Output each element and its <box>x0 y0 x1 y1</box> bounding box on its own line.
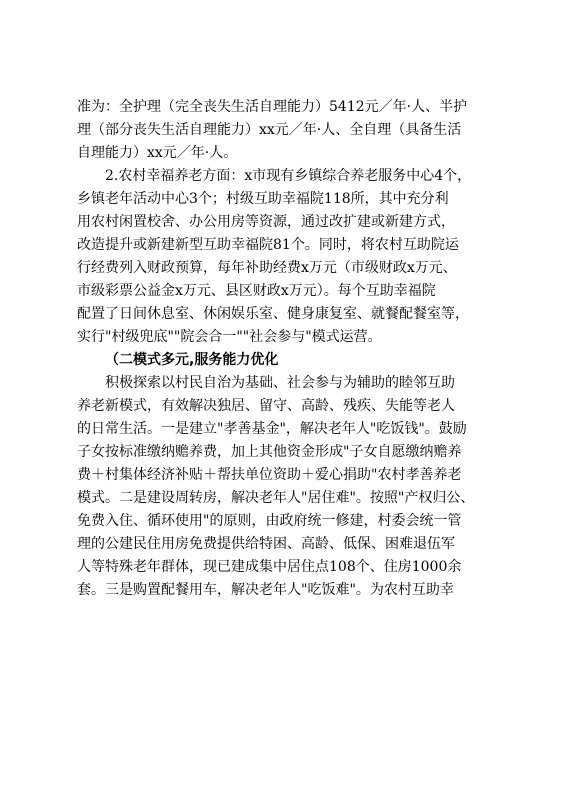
text-line: 养老新模式，有效解决独居、留守、高龄、残疾、失能等老人 <box>77 398 455 414</box>
text-line: 的日常生活。一是建立"孝善基金"，解决老年人"吃饭钱"。鼓励 <box>77 421 467 437</box>
text-line: 行经费列入财政预算，每年补助经费x万元（市级财政x万元、 <box>77 260 457 276</box>
text-line: 实行"村级兜底""院会合一""社会参与"模式运营。 <box>77 329 382 345</box>
text-line: 费＋村集体经济补贴＋帮扶单位资助＋爱心捐助"农村孝善养老 <box>77 467 462 483</box>
section-heading: （二模式多元,服务能力优化 <box>105 352 279 368</box>
paragraph-start-line: 积极探索以村民自治为基础、社会参与为辅助的睦邻互助 <box>105 375 455 391</box>
text-line: 市级彩票公益金x万元、县区财政x万元）。每个互助幸福院 <box>77 283 436 299</box>
text-line: 理（部分丧失生活自理能力）xx元／年·人、全自理（具备生活 <box>77 122 462 138</box>
text-line: 自理能力）xx元／年·人。 <box>77 145 238 161</box>
text-line: 用农村闲置校舍、办公用房等资源，通过改扩建或新建方式， <box>77 214 455 230</box>
text-line: 套。三是购置配餐用车，解决老年人"吃饭难"。为农村互助幸 <box>77 582 454 598</box>
text-line: 配置了日间休息室、休闲娱乐室、健身康复室、就餐配餐室等， <box>77 306 469 322</box>
document-body <box>77 96 497 602</box>
text-line: 改造提升或新建新型互助幸福院81个。同时，将农村互助院运 <box>77 237 459 253</box>
text-line: 模式。二是建设周转房，解决老年人"居住难"。按照"产权归公、 <box>77 490 475 506</box>
text-line: 准为：全护理（完全丧失生活自理能力）5412元／年·人、半护 <box>77 99 468 115</box>
paragraph-start-line: 2.农村幸福养老方面：x市现有乡镇综合养老服务中心4个， <box>105 168 472 184</box>
text-line: 人等特殊老年群体，现已建成集中居住点108个、住房1000余 <box>77 559 462 575</box>
text-line: 子女按标准缴纳赡养费，加上其他资金形成"子女自愿缴纳赡养 <box>77 444 462 460</box>
text-line: 理的公建民住用房免费提供给特困、高龄、低保、困难退伍军 <box>77 536 455 552</box>
text-line: 免费入住、循环使用"的原则，由政府统一修建，村委会统一管 <box>77 513 462 529</box>
text-line: 乡镇老年活动中心3个；村级互助幸福院118所，其中充分利 <box>77 191 449 207</box>
